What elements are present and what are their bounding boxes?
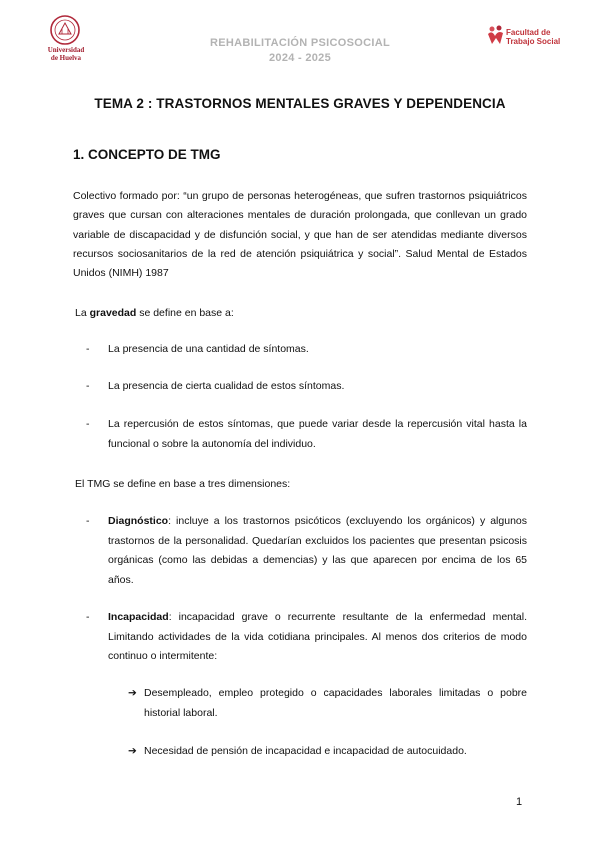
dimension-text: : incapacidad grave o recurrente resultante de la enfermedad mental. Limitando actividades de la vida cotidiana principales. Al menos dos criterios de modo continuo o intermitente: xyxy=(108,611,527,662)
academic-year: 2024 - 2025 xyxy=(268,52,332,64)
dimensiones-intro: El TMG se define en base a tres dimensiones: xyxy=(75,478,291,490)
dimension-term: Diagnóstico xyxy=(108,515,169,527)
sub-list-item xyxy=(128,742,527,762)
arrow-right-icon: ➔ xyxy=(128,687,137,699)
gravedad-intro xyxy=(75,305,234,321)
gravedad-term: gravedad xyxy=(89,307,137,319)
sub-list-item-text: Necesidad de pensión de incapacidad e incapacidad de autocuidado. xyxy=(144,745,467,757)
university-logo-text xyxy=(42,46,90,62)
bullet-dash: - xyxy=(86,380,90,392)
dimension-term: Incapacidad xyxy=(108,611,169,623)
list-item-text: La presencia de una cantidad de síntomas. xyxy=(108,343,309,355)
course-name: REHABILITACIÓN PSICOSOCIAL xyxy=(210,37,390,49)
list-item-text xyxy=(108,512,527,590)
list-item-text xyxy=(108,608,527,667)
list-item xyxy=(86,512,527,590)
faculty-logo-line2: Trabajo Social xyxy=(506,37,561,46)
faculty-logo-text xyxy=(506,28,560,46)
bullet-dash: - xyxy=(86,611,90,623)
page-header xyxy=(0,0,600,80)
gravedad-post: se define en base a: xyxy=(136,307,234,319)
gravedad-pre: La xyxy=(75,307,90,319)
sub-list-item xyxy=(128,684,527,723)
document-title: TEMA 2 : TRASTORNOS MENTALES GRAVES Y DEPENDENCIA xyxy=(94,96,506,111)
faculty-logo xyxy=(486,22,576,52)
bullet-dash: - xyxy=(86,343,90,355)
arrow-right-icon: ➔ xyxy=(128,745,137,757)
list-item xyxy=(86,377,527,397)
list-item xyxy=(86,340,527,360)
intro-text: Colectivo formado por: “un grupo de personas heterogéneas, que sufren trastornos psiquiátricos graves que cursan con alteraciones mentales de duración prolongada, que conllevan un grado variable de discapacidad y de disfunción social, y que han de ser atendidas mediante diversos recursos sociosanitarios de la red de atención psiquiátrica y social”. Salud Mental de Estados Unidos (NIMH) 1987 xyxy=(73,190,527,280)
bullet-dash: - xyxy=(86,418,90,430)
dimension-text: : incluye a los trastornos psicóticos (excluyendo los orgánicos) y algunos trastornos de la personalidad. Quedarían excluidos los pacientes que presentan psicosis orgánicas (como las debidas a demencias) y las que aparecen por encima de los 65 años. xyxy=(108,515,527,586)
university-logo-line2: de Huelva xyxy=(50,54,82,62)
university-logo-line1: Universidad xyxy=(47,46,85,54)
page-number: 1 xyxy=(516,796,523,808)
bullet-dash: - xyxy=(86,515,90,527)
list-item xyxy=(86,415,527,454)
section-title: 1. CONCEPTO DE TMG xyxy=(73,147,221,162)
intro-paragraph xyxy=(73,187,527,283)
course-header xyxy=(150,36,450,66)
faculty-logo-line1: Facultad de xyxy=(506,28,551,37)
list-item xyxy=(86,608,527,667)
list-item-text: La presencia de cierta cualidad de estos síntomas. xyxy=(108,380,345,392)
faculty-people-icon xyxy=(486,24,506,48)
list-item-text: La repercusión de estos síntomas, que puede variar desde la repercusión vital hasta la funcional o sobre la autonomía del individuo. xyxy=(108,418,527,450)
sub-list-item-text: Desempleado, empleo protegido o capacidades laborales limitadas o pobre historial laboral. xyxy=(144,687,527,719)
